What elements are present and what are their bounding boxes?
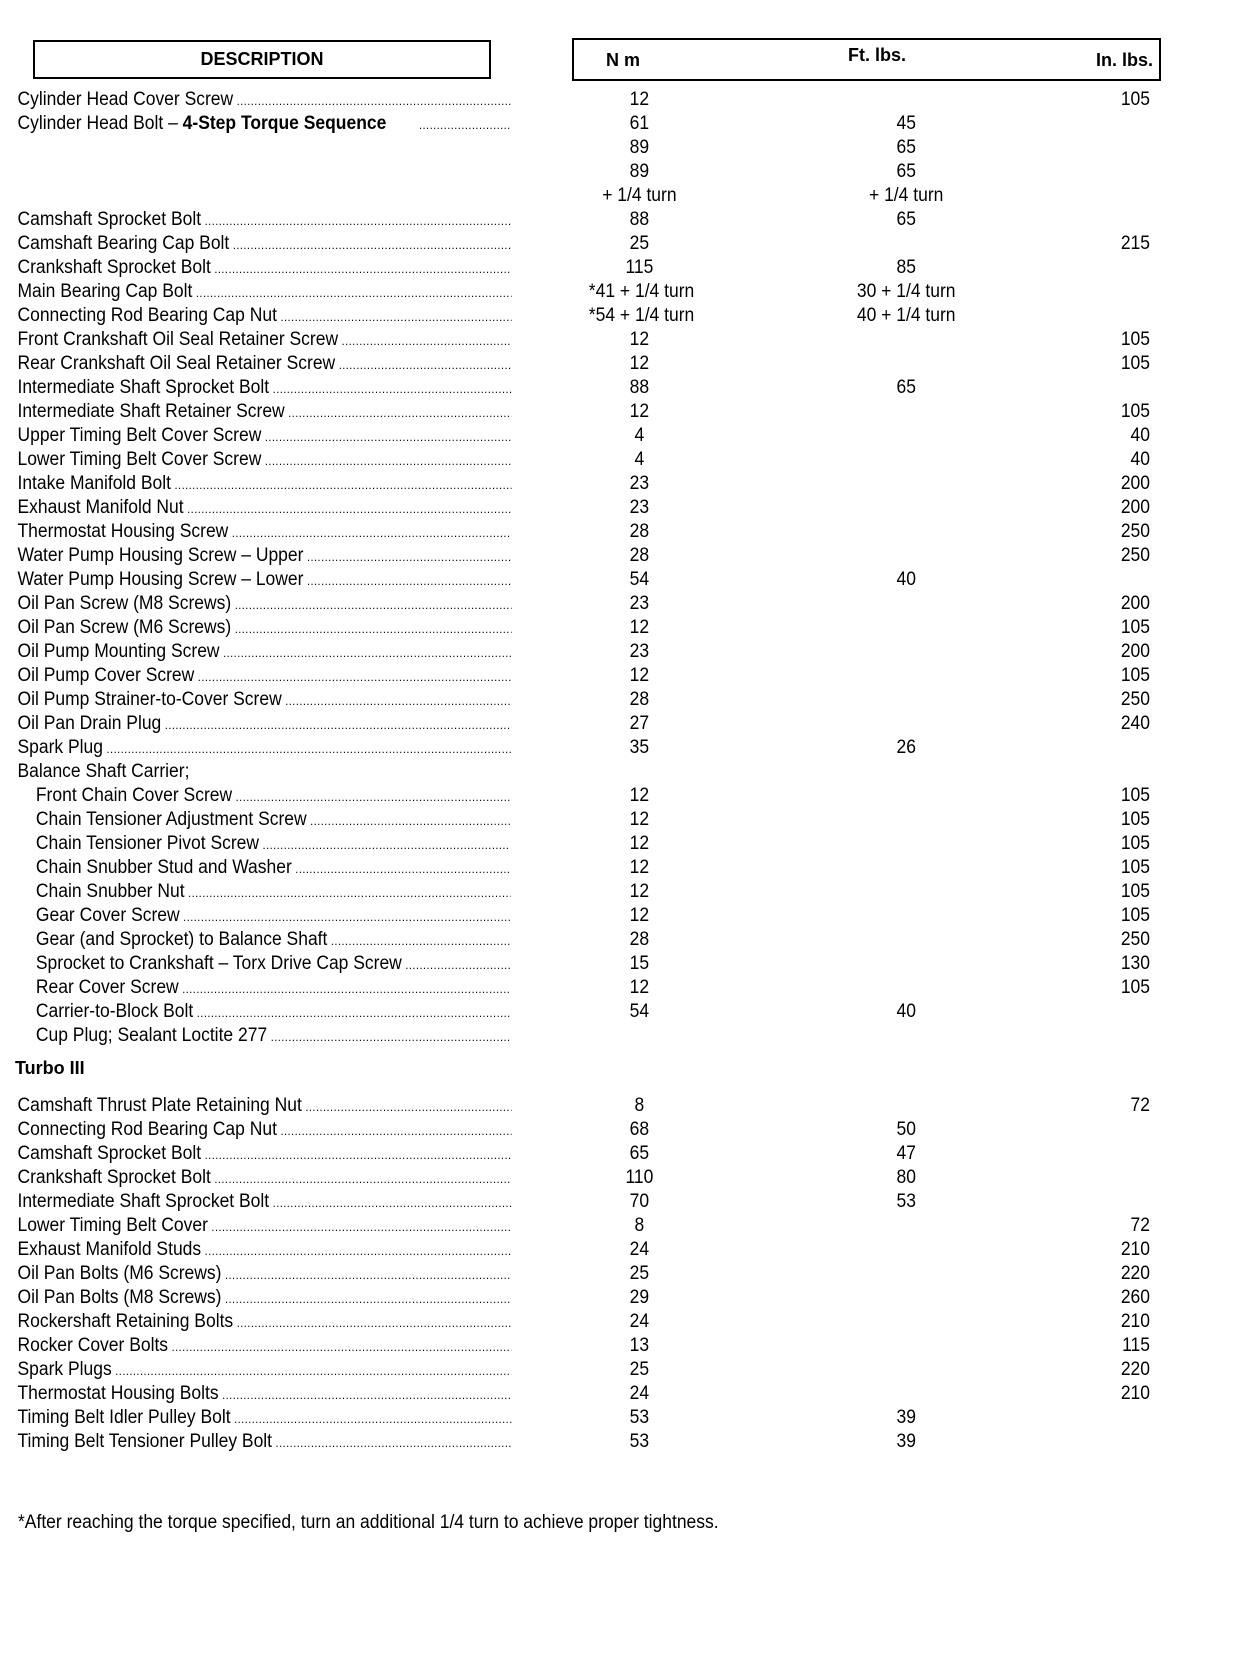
description-text: Exhaust Manifold Studs — [17, 1239, 202, 1260]
inlbs-value: 105 — [1120, 329, 1150, 350]
table-row — [0, 472, 1148, 496]
inlbs-value: 210 — [1120, 1311, 1150, 1332]
description-text: Lower Timing Belt Cover Screw — [17, 449, 262, 470]
inlbs-value: 105 — [1120, 665, 1150, 686]
table-row — [0, 88, 1148, 112]
nm-value: + 1/4 turn — [602, 185, 677, 206]
inlbs-value: 72 — [1130, 1095, 1150, 1116]
table-row — [0, 544, 1148, 568]
row-description — [17, 256, 511, 281]
table-row — [0, 1286, 1148, 1310]
description-text: Camshaft Sprocket Bolt — [17, 1143, 202, 1164]
description-text: Oil Pan Screw (M6 Screws) — [17, 617, 232, 638]
nm-value: 54 — [629, 569, 650, 590]
nm-value: *54 + 1/4 turn — [588, 305, 695, 326]
nm-value: 15 — [629, 953, 650, 974]
torque-table-turbo — [0, 1094, 1248, 1454]
inlbs-value: 105 — [1120, 833, 1150, 854]
inlbs-value: 130 — [1120, 953, 1150, 974]
row-description — [17, 736, 511, 761]
row-description — [17, 1262, 511, 1287]
table-row — [0, 424, 1148, 448]
table-row — [0, 400, 1148, 424]
table-row — [0, 952, 1148, 976]
table-row — [0, 1238, 1148, 1262]
description-text: Oil Pump Strainer-to-Cover Screw — [17, 689, 282, 710]
row-description — [17, 592, 511, 617]
row-description — [17, 1406, 511, 1431]
table-row — [0, 112, 1148, 136]
nm-value: 24 — [629, 1239, 650, 1260]
table-row — [0, 880, 1148, 904]
inlbs-value: 240 — [1120, 713, 1150, 734]
row-description — [17, 88, 511, 113]
inlbs-value: 250 — [1120, 689, 1150, 710]
nm-value: 4 — [634, 425, 645, 446]
description-text: Intermediate Shaft Sprocket Bolt — [17, 1191, 270, 1212]
row-description — [17, 1166, 511, 1191]
table-row — [0, 280, 1148, 304]
description-text: Intake Manifold Bolt — [17, 473, 172, 494]
ftlbs-value: 65 — [896, 161, 916, 182]
table-row — [0, 1382, 1148, 1406]
nm-value: 23 — [629, 497, 650, 518]
row-description — [17, 1286, 511, 1311]
nm-value: 28 — [629, 689, 650, 710]
table-row — [0, 496, 1148, 520]
nm-value: 4 — [634, 449, 645, 470]
footnote: *After reaching the torque specified, turn an additional 1/4 turn to achieve proper tightness. — [18, 1512, 719, 1533]
inlbs-value: 210 — [1120, 1383, 1150, 1404]
description-text: Gear Cover Screw — [35, 905, 180, 926]
inlbs-value: 105 — [1120, 977, 1150, 998]
table-row — [0, 856, 1148, 880]
table-row — [0, 1358, 1148, 1382]
description-text: Balance Shaft Carrier; — [17, 761, 190, 782]
description-text: Water Pump Housing Screw – Upper — [17, 545, 304, 566]
ftlbs-value: 40 + 1/4 turn — [856, 305, 956, 326]
nm-value: 65 — [629, 1143, 650, 1164]
nm-value: 12 — [629, 905, 650, 926]
table-row — [0, 1118, 1148, 1142]
nm-value: 12 — [629, 89, 650, 110]
row-description — [17, 328, 511, 353]
nm-value: 68 — [629, 1119, 650, 1140]
ftlbs-value: 30 + 1/4 turn — [856, 281, 956, 302]
description-text: Spark Plugs — [17, 1359, 112, 1380]
nm-value: 12 — [629, 977, 650, 998]
row-description — [36, 952, 511, 977]
row-description — [17, 544, 511, 569]
inlbs-value: 210 — [1120, 1239, 1150, 1260]
nm-value: 61 — [629, 113, 650, 134]
row-description — [17, 1142, 511, 1167]
nm-value: 70 — [629, 1191, 650, 1212]
table-row — [0, 232, 1148, 256]
inlbs-value: 40 — [1130, 425, 1150, 446]
torque-table-main — [0, 88, 1248, 1048]
description-text: Chain Snubber Nut — [35, 881, 185, 902]
row-description — [17, 688, 511, 713]
inlbs-value: 105 — [1120, 857, 1150, 878]
nm-value: 53 — [629, 1431, 650, 1452]
nm-value: 25 — [629, 1359, 650, 1380]
description-text: Oil Pump Cover Screw — [17, 665, 195, 686]
table-row — [0, 160, 1148, 184]
nm-value: 28 — [629, 929, 650, 950]
inlbs-value: 200 — [1120, 641, 1150, 662]
nm-value: 12 — [629, 833, 650, 854]
nm-value: 115 — [625, 257, 654, 278]
nm-value: 13 — [629, 1335, 650, 1356]
description-text: Rear Cover Screw — [35, 977, 179, 998]
ftlbs-value: 53 — [896, 1191, 916, 1212]
row-description — [17, 1334, 511, 1359]
units-header — [572, 38, 1161, 81]
table-row — [0, 1406, 1148, 1430]
table-row — [0, 664, 1148, 688]
row-description — [17, 280, 511, 305]
nm-value: 35 — [629, 737, 650, 758]
row-description — [17, 760, 511, 784]
nm-value: 89 — [629, 137, 650, 158]
row-description — [36, 880, 511, 905]
ftlbs-value: 40 — [896, 569, 916, 590]
description-text: Upper Timing Belt Cover Screw — [17, 425, 262, 446]
row-description — [17, 496, 511, 521]
table-row — [0, 1094, 1148, 1118]
inlbs-value: 215 — [1120, 233, 1150, 254]
nm-value: 23 — [629, 473, 650, 494]
inlbs-value: 105 — [1120, 881, 1150, 902]
description-text: Main Bearing Cap Bolt — [17, 281, 193, 302]
nm-header-label: N m — [606, 50, 641, 70]
description-text: Thermostat Housing Bolts — [17, 1383, 219, 1404]
nm-value: 12 — [629, 665, 650, 686]
nm-value: 25 — [629, 233, 650, 254]
table-row — [0, 784, 1148, 808]
ftlbs-value: 47 — [896, 1143, 916, 1164]
row-description — [17, 1214, 511, 1239]
table-row — [0, 328, 1148, 352]
nm-value: *41 + 1/4 turn — [588, 281, 695, 302]
row-description — [17, 568, 511, 593]
description-text: Oil Pan Drain Plug — [17, 713, 162, 734]
nm-value: 28 — [629, 521, 650, 542]
row-description — [17, 1238, 511, 1263]
table-row — [0, 1142, 1148, 1166]
row-description — [17, 640, 511, 665]
ftlbs-value: 80 — [896, 1167, 916, 1188]
table-row — [0, 136, 1148, 160]
row-description — [17, 232, 511, 257]
description-text: Oil Pan Bolts (M8 Screws) — [17, 1287, 222, 1308]
description-header — [33, 40, 491, 79]
table-row — [0, 928, 1148, 952]
inlbs-value: 220 — [1120, 1359, 1150, 1380]
row-description — [17, 424, 511, 449]
inlbs-value: 72 — [1130, 1215, 1150, 1236]
row-description — [17, 448, 511, 473]
table-row — [0, 712, 1148, 736]
description-text: Sprocket to Crankshaft – Torx Drive Cap Screw — [35, 953, 402, 974]
row-description — [17, 376, 511, 401]
table-row — [0, 1262, 1148, 1286]
table-row — [0, 256, 1148, 280]
row-description — [17, 352, 511, 377]
row-description — [36, 832, 511, 857]
table-row — [0, 640, 1148, 664]
ftlbs-value: 39 — [896, 1407, 916, 1428]
nm-value: 54 — [629, 1001, 650, 1022]
nm-value: 8 — [634, 1095, 645, 1116]
table-row — [0, 1430, 1148, 1454]
row-description — [36, 928, 511, 953]
description-text: Cylinder Head Cover Screw — [17, 89, 234, 110]
inlbs-value: 250 — [1120, 521, 1150, 542]
nm-value: 24 — [629, 1383, 650, 1404]
description-text: Rockershaft Retaining Bolts — [17, 1311, 234, 1332]
table-row — [0, 1000, 1148, 1024]
row-description — [36, 904, 511, 929]
description-text: Intermediate Shaft Sprocket Bolt — [17, 377, 270, 398]
row-description — [36, 1000, 511, 1025]
description-text: Oil Pump Mounting Screw — [17, 641, 220, 662]
table-row — [0, 208, 1148, 232]
row-description — [17, 112, 511, 137]
table-row — [0, 1166, 1148, 1190]
description-bold-text: 4-Step Torque Sequence — [182, 113, 387, 134]
row-description — [17, 208, 511, 233]
description-text: Timing Belt Idler Pulley Bolt — [17, 1407, 231, 1428]
ftlbs-header-label: Ft. lbs. — [848, 45, 906, 65]
table-row — [0, 1310, 1148, 1334]
row-description — [17, 712, 511, 737]
ftlbs-value: 45 — [896, 113, 916, 134]
description-text: Gear (and Sprocket) to Balance Shaft — [35, 929, 328, 950]
row-description — [36, 976, 511, 1001]
table-row — [0, 976, 1148, 1000]
ftlbs-value: 26 — [896, 737, 916, 758]
table-row — [0, 904, 1148, 928]
inlbs-value: 105 — [1120, 617, 1150, 638]
table-row — [0, 304, 1148, 328]
ftlbs-value: 50 — [896, 1119, 916, 1140]
ftlbs-value: 85 — [896, 257, 916, 278]
inlbs-value: 260 — [1120, 1287, 1150, 1308]
nm-value: 88 — [629, 209, 650, 230]
ftlbs-value: 65 — [896, 377, 916, 398]
row-description — [17, 616, 511, 641]
table-row — [0, 832, 1148, 856]
description-text: Connecting Rod Bearing Cap Nut — [17, 1119, 277, 1140]
nm-value: 88 — [629, 377, 650, 398]
ftlbs-value: 39 — [896, 1431, 916, 1452]
table-row — [0, 616, 1148, 640]
table-row — [0, 688, 1148, 712]
row-description — [17, 520, 511, 545]
table-row — [0, 1190, 1148, 1214]
nm-value: 53 — [629, 1407, 650, 1428]
description-text: Chain Snubber Stud and Washer — [35, 857, 292, 878]
row-description — [36, 808, 511, 833]
description-text: Camshaft Bearing Cap Bolt — [17, 233, 230, 254]
nm-value: 25 — [629, 1263, 650, 1284]
inlbs-value: 200 — [1120, 497, 1150, 518]
table-row — [0, 592, 1148, 616]
nm-value: 12 — [629, 353, 650, 374]
ftlbs-value: 65 — [896, 209, 916, 230]
row-description — [17, 1310, 511, 1335]
nm-value: 12 — [629, 809, 650, 830]
table-row — [0, 376, 1148, 400]
inlbs-value: 105 — [1120, 89, 1150, 110]
description-text: Cup Plug; Sealant Loctite 277 — [35, 1025, 268, 1046]
ftlbs-value: 65 — [896, 137, 916, 158]
ftlbs-value: 40 — [896, 1001, 916, 1022]
row-description — [36, 784, 511, 809]
description-text: Rocker Cover Bolts — [17, 1335, 169, 1356]
inlbs-value: 105 — [1120, 785, 1150, 806]
nm-value: 12 — [629, 785, 650, 806]
description-text: Connecting Rod Bearing Cap Nut — [17, 305, 277, 326]
row-description — [17, 1118, 511, 1143]
inlbs-header-label: In. lbs. — [1095, 50, 1153, 70]
description-text: Camshaft Sprocket Bolt — [17, 209, 202, 230]
table-row — [0, 808, 1148, 832]
description-text: Chain Tensioner Pivot Screw — [35, 833, 260, 854]
description-text: Water Pump Housing Screw – Lower — [17, 569, 304, 590]
description-text: Exhaust Manifold Nut — [17, 497, 184, 518]
table-row — [0, 736, 1148, 760]
table-row — [0, 1024, 1148, 1048]
description-text: Intermediate Shaft Retainer Screw — [17, 401, 285, 422]
description-text: Timing Belt Tensioner Pulley Bolt — [17, 1431, 273, 1452]
description-text: Carrier-to-Block Bolt — [35, 1001, 194, 1022]
row-description — [17, 1094, 511, 1119]
nm-value: 23 — [629, 641, 650, 662]
inlbs-value: 220 — [1120, 1263, 1150, 1284]
inlbs-value: 115 — [1122, 1335, 1150, 1356]
row-description — [36, 856, 511, 881]
row-description — [36, 1024, 511, 1049]
table-row — [0, 448, 1148, 472]
row-description — [17, 304, 511, 329]
table-row — [0, 568, 1148, 592]
description-text: Camshaft Thrust Plate Retaining Nut — [17, 1095, 302, 1116]
inlbs-value: 250 — [1120, 545, 1150, 566]
description-text: Crankshaft Sprocket Bolt — [17, 1167, 211, 1188]
description-text: Lower Timing Belt Cover — [17, 1215, 208, 1236]
description-text: Crankshaft Sprocket Bolt — [17, 257, 211, 278]
nm-value: 8 — [634, 1215, 645, 1236]
description-text: Chain Tensioner Adjustment Screw — [35, 809, 307, 830]
nm-value: 12 — [629, 401, 650, 422]
row-description — [17, 1430, 511, 1455]
row-description — [17, 1358, 511, 1383]
inlbs-value: 105 — [1120, 353, 1150, 374]
description-text: Cylinder Head Bolt – — [17, 113, 183, 134]
description-text: Oil Pan Screw (M8 Screws) — [17, 593, 232, 614]
inlbs-value: 250 — [1120, 929, 1150, 950]
nm-value: 23 — [629, 593, 650, 614]
row-description — [17, 472, 511, 497]
nm-value: 24 — [629, 1311, 650, 1332]
nm-value: 12 — [629, 329, 650, 350]
nm-value: 27 — [629, 713, 650, 734]
table-row — [0, 1334, 1148, 1358]
description-text: Spark Plug — [17, 737, 103, 758]
description-text: Front Crankshaft Oil Seal Retainer Screw — [17, 329, 339, 350]
description-text: Thermostat Housing Screw — [17, 521, 229, 542]
description-header-label: DESCRIPTION — [200, 49, 324, 69]
nm-value: 89 — [629, 161, 650, 182]
row-description — [17, 400, 511, 425]
nm-value: 12 — [629, 857, 650, 878]
table-row — [0, 760, 1148, 784]
description-text: Front Chain Cover Screw — [35, 785, 233, 806]
turbo-section-title: Turbo III — [15, 1058, 85, 1078]
nm-value: 12 — [629, 881, 650, 902]
nm-value: 29 — [629, 1287, 650, 1308]
inlbs-value: 200 — [1120, 473, 1150, 494]
description-text: Oil Pan Bolts (M6 Screws) — [17, 1263, 222, 1284]
inlbs-value: 105 — [1120, 401, 1150, 422]
table-row — [0, 352, 1148, 376]
nm-value: 28 — [629, 545, 650, 566]
inlbs-value: 40 — [1130, 449, 1150, 470]
table-row — [0, 184, 1148, 208]
row-description — [17, 1382, 511, 1407]
inlbs-value: 105 — [1120, 809, 1150, 830]
table-row — [0, 1214, 1148, 1238]
description-text: Rear Crankshaft Oil Seal Retainer Screw — [17, 353, 336, 374]
nm-value: 12 — [629, 617, 650, 638]
inlbs-value: 105 — [1120, 905, 1150, 926]
table-row — [0, 520, 1148, 544]
row-description — [17, 664, 511, 689]
nm-value: 110 — [625, 1167, 654, 1188]
row-description — [17, 1190, 511, 1215]
ftlbs-value: + 1/4 turn — [869, 185, 944, 206]
inlbs-value: 200 — [1120, 593, 1150, 614]
